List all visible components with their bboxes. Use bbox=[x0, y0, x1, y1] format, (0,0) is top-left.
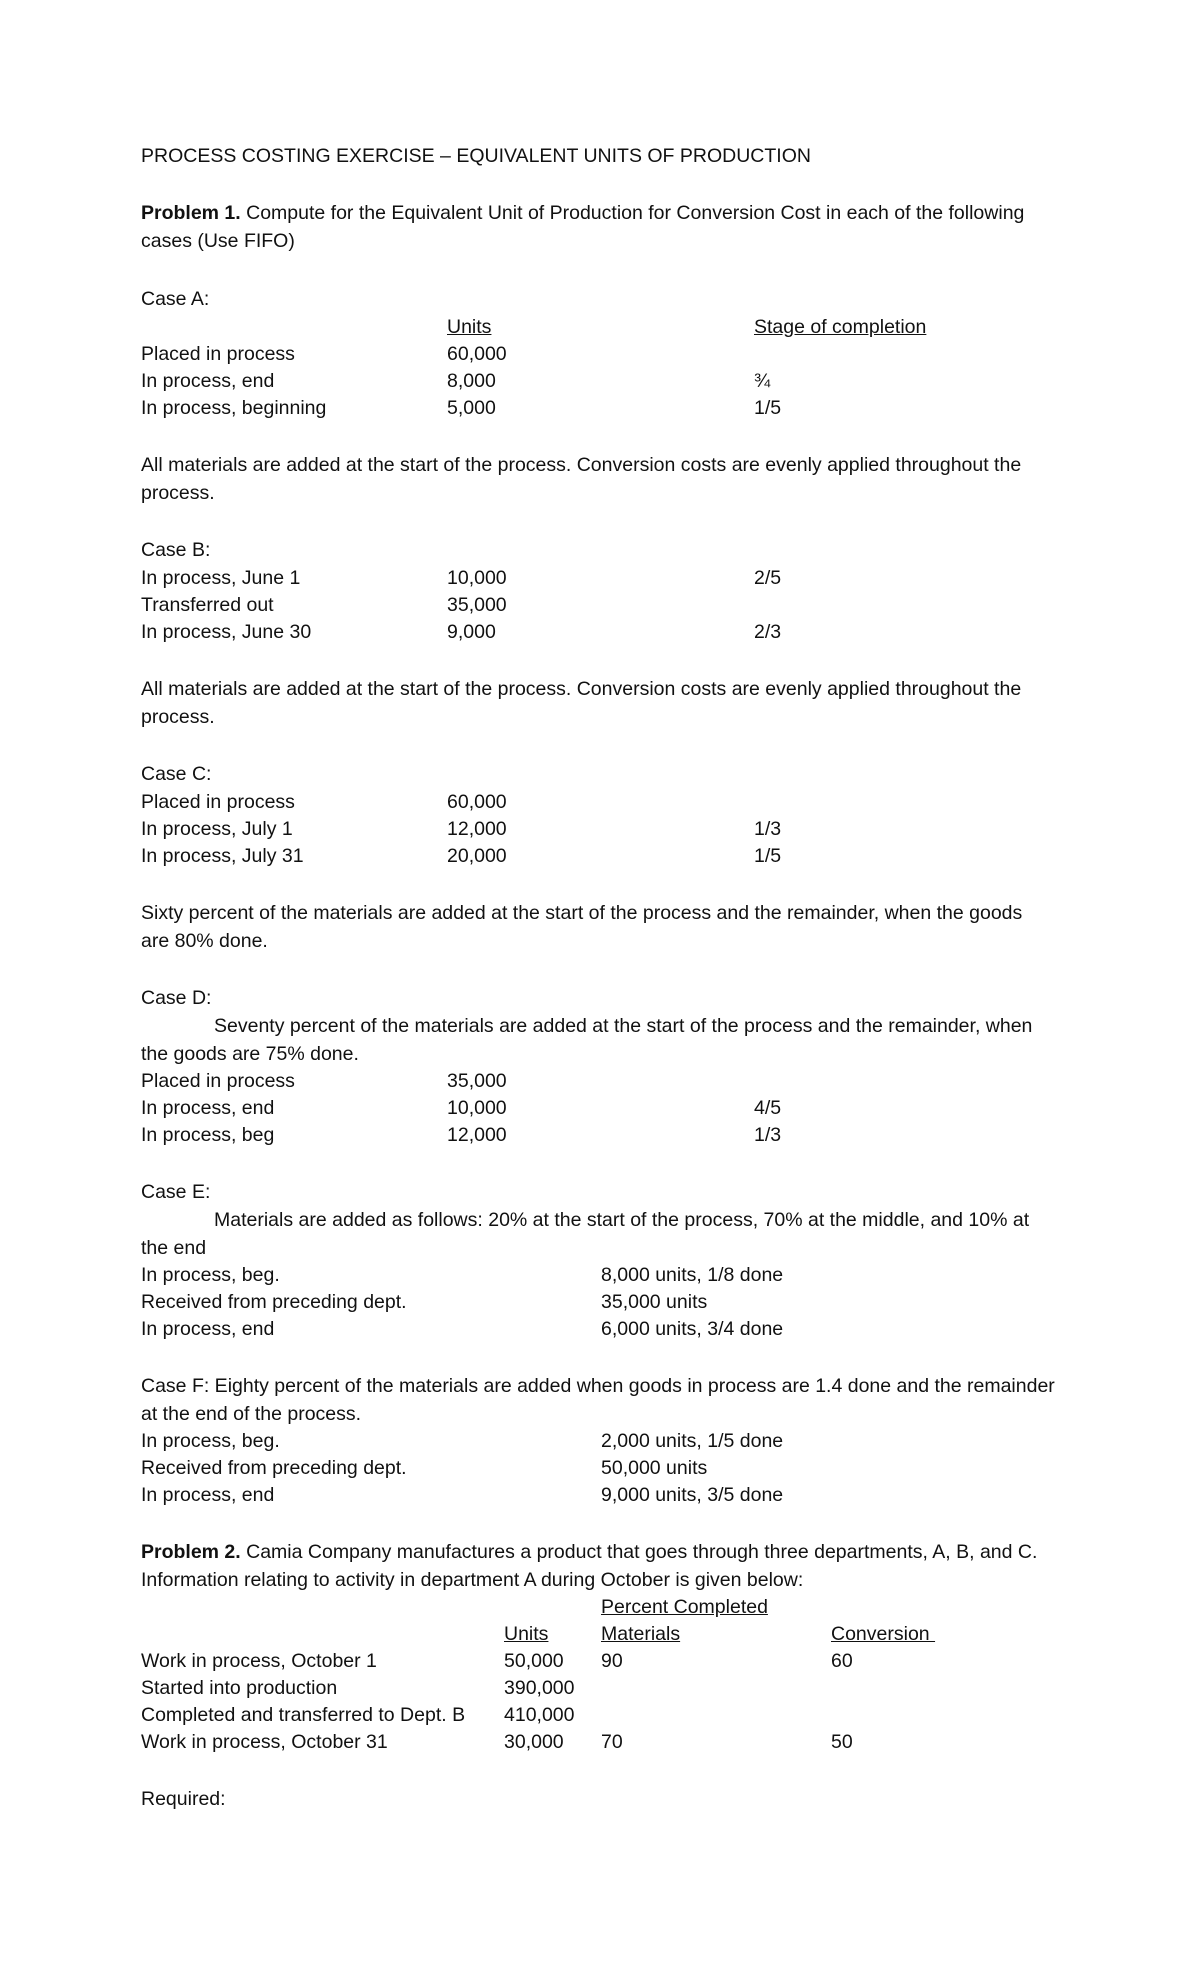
case-d-row-stage: 4/5 bbox=[754, 1097, 782, 1119]
case-d-row-label: In process, end bbox=[141, 1097, 275, 1119]
case-f-row-value: 2,000 units, 1/5 done bbox=[601, 1430, 784, 1452]
case-a-units-header: Units bbox=[447, 316, 492, 338]
case-d-heading: Case D: bbox=[141, 987, 212, 1009]
case-d-row-label: Placed in process bbox=[141, 1070, 295, 1092]
problem2-label: Problem 2. bbox=[141, 1541, 241, 1563]
percent-completed-header: Percent Completed bbox=[601, 1596, 768, 1618]
case-b-row-label: In process, June 1 bbox=[141, 567, 301, 589]
problem2-units-header: Units bbox=[504, 1623, 549, 1645]
case-b-row-stage: 2/3 bbox=[754, 621, 782, 643]
problem2-row-label: Work in process, October 1 bbox=[141, 1650, 377, 1672]
problem2-text-line2: Information relating to activity in department A during October is given below: bbox=[141, 1569, 804, 1591]
case-b-row-stage: 2/5 bbox=[754, 567, 782, 589]
case-a-row-units: 8,000 bbox=[447, 370, 496, 392]
case-b-note-line1: All materials are added at the start of the process. Conversion costs are evenly applied throughout the bbox=[141, 678, 1022, 700]
case-b-row-label: In process, June 30 bbox=[141, 621, 312, 643]
case-e-row-label: In process, end bbox=[141, 1318, 275, 1340]
case-b-row-units: 10,000 bbox=[447, 567, 507, 589]
problem2-row-materials: 90 bbox=[601, 1650, 623, 1672]
problem2-conversion-header: Conversion bbox=[831, 1623, 936, 1645]
case-b-row-units: 35,000 bbox=[447, 594, 507, 616]
problem1-label: Problem 1. bbox=[141, 202, 241, 224]
case-d-row-units: 10,000 bbox=[447, 1097, 507, 1119]
case-e-row-value: 8,000 units, 1/8 done bbox=[601, 1264, 784, 1286]
case-f-row-value: 9,000 units, 3/5 done bbox=[601, 1484, 784, 1506]
problem1-text-line2: cases (Use FIFO) bbox=[141, 230, 295, 252]
case-e-note-line2: the end bbox=[141, 1237, 207, 1259]
case-a-heading: Case A: bbox=[141, 288, 210, 310]
case-c-row-units: 12,000 bbox=[447, 818, 507, 840]
page-title: PROCESS COSTING EXERCISE – EQUIVALENT UNITS OF PRODUCTION bbox=[141, 145, 811, 167]
case-e-row-value: 35,000 units bbox=[601, 1291, 708, 1313]
problem2-row-units: 50,000 bbox=[504, 1650, 564, 1672]
case-d-row-stage: 1/3 bbox=[754, 1124, 782, 1146]
case-c-note-line1: Sixty percent of the materials are added at the start of the process and the remainder, when the goods bbox=[141, 902, 1023, 924]
problem2-row-label: Completed and transferred to Dept. B bbox=[141, 1704, 466, 1726]
case-a-note-line2: process. bbox=[141, 482, 215, 504]
case-f-row-label: In process, end bbox=[141, 1484, 275, 1506]
case-e-heading: Case E: bbox=[141, 1181, 211, 1203]
problem2-materials-header: Materials bbox=[601, 1623, 681, 1645]
case-b-note-line2: process. bbox=[141, 706, 215, 728]
problem1-intro bbox=[141, 201, 1024, 225]
case-d-row-label: In process, beg bbox=[141, 1124, 275, 1146]
case-a-row-units: 60,000 bbox=[447, 343, 507, 365]
case-c-row-stage: 1/3 bbox=[754, 818, 782, 840]
case-a-row-units: 5,000 bbox=[447, 397, 496, 419]
problem2-row-units: 390,000 bbox=[504, 1677, 575, 1699]
problem2-row-units: 30,000 bbox=[504, 1731, 564, 1753]
case-e-row-value: 6,000 units, 3/4 done bbox=[601, 1318, 784, 1340]
problem2-row-conversion: 50 bbox=[831, 1731, 853, 1753]
case-f-row-label: Received from preceding dept. bbox=[141, 1457, 407, 1479]
case-a-row-stage: ¾ bbox=[754, 370, 771, 392]
case-c-row-label: Placed in process bbox=[141, 791, 295, 813]
case-d-row-units: 35,000 bbox=[447, 1070, 507, 1092]
case-c-row-units: 20,000 bbox=[447, 845, 507, 867]
case-a-note-line1: All materials are added at the start of the process. Conversion costs are evenly applied throughout the bbox=[141, 454, 1022, 476]
problem2-intro bbox=[141, 1540, 1037, 1564]
case-a-row-label: In process, beginning bbox=[141, 397, 327, 419]
problem2-row-conversion: 60 bbox=[831, 1650, 853, 1672]
case-e-row-label: Received from preceding dept. bbox=[141, 1291, 407, 1313]
case-c-note-line2: are 80% done. bbox=[141, 930, 268, 952]
case-a-row-stage: 1/5 bbox=[754, 397, 782, 419]
required-label: Required: bbox=[141, 1788, 226, 1810]
case-a-row-label: Placed in process bbox=[141, 343, 295, 365]
case-c-heading: Case C: bbox=[141, 763, 212, 785]
case-a-row-label: In process, end bbox=[141, 370, 275, 392]
case-f-row-value: 50,000 units bbox=[601, 1457, 708, 1479]
case-c-row-label: In process, July 1 bbox=[141, 818, 293, 840]
case-c-row-stage: 1/5 bbox=[754, 845, 782, 867]
case-b-row-label: Transferred out bbox=[141, 594, 274, 616]
case-f-note-line2: at the end of the process. bbox=[141, 1403, 362, 1425]
case-d-note-line2: the goods are 75% done. bbox=[141, 1043, 359, 1065]
problem2-row-materials: 70 bbox=[601, 1731, 623, 1753]
case-c-row-units: 60,000 bbox=[447, 791, 507, 813]
case-a-stage-header: Stage of completion bbox=[754, 316, 927, 338]
case-b-row-units: 9,000 bbox=[447, 621, 496, 643]
case-f-row-label: In process, beg. bbox=[141, 1430, 280, 1452]
problem2-row-label: Work in process, October 31 bbox=[141, 1731, 388, 1753]
problem2-row-label: Started into production bbox=[141, 1677, 338, 1699]
problem1-text-line1: Compute for the Equivalent Unit of Production for Conversion Cost in each of the following bbox=[240, 202, 1025, 224]
case-d-note-line1: Seventy percent of the materials are added at the start of the process and the remainder, when bbox=[214, 1015, 1033, 1037]
problem2-row-units: 410,000 bbox=[504, 1704, 575, 1726]
case-b-heading: Case B: bbox=[141, 539, 211, 561]
case-c-row-label: In process, July 31 bbox=[141, 845, 304, 867]
case-d-row-units: 12,000 bbox=[447, 1124, 507, 1146]
case-f-note-line1: Case F: Eighty percent of the materials are added when goods in process are 1.4 done and the remainder bbox=[141, 1375, 1055, 1397]
case-e-note-line1: Materials are added as follows: 20% at the start of the process, 70% at the middle, and 10% at bbox=[214, 1209, 1030, 1231]
problem2-text-line1: Camia Company manufactures a product that goes through three departments, A, B, and C. bbox=[240, 1541, 1038, 1563]
case-e-row-label: In process, beg. bbox=[141, 1264, 280, 1286]
